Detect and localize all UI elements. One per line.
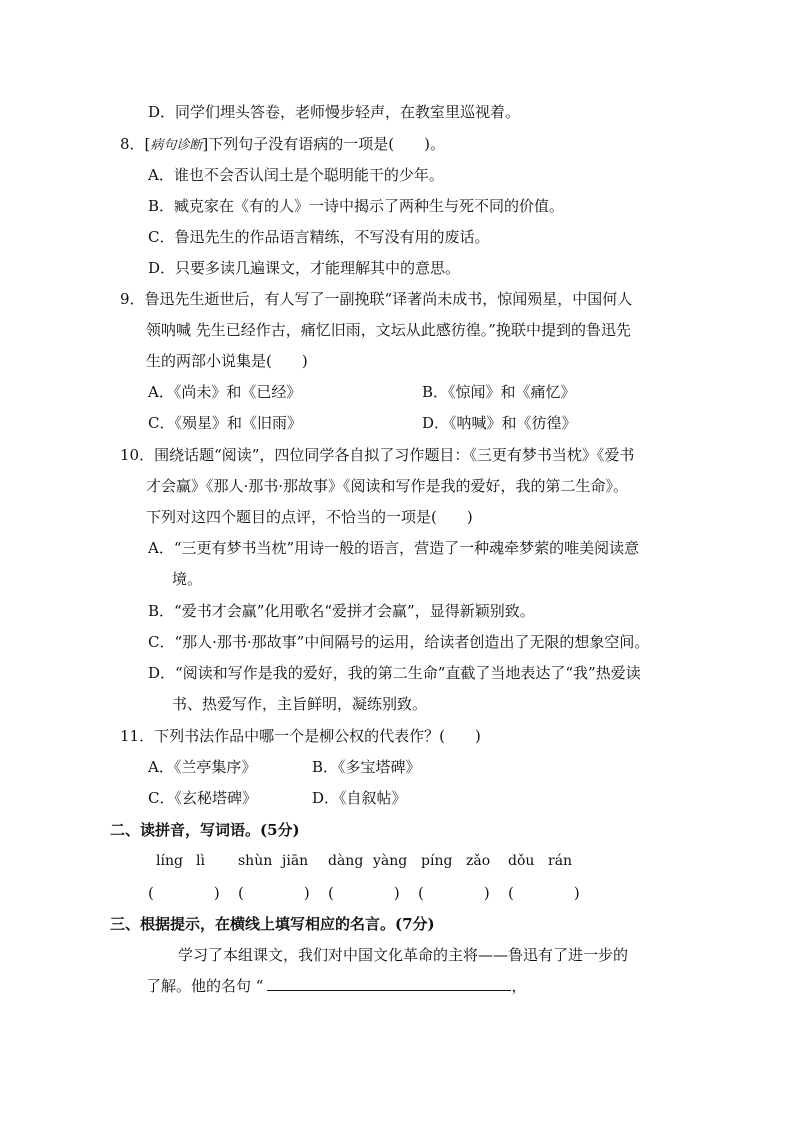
q8-stem-text: ]下列句子没有语病的一项是( )。	[202, 135, 445, 153]
quote-blank[interactable]	[267, 976, 511, 991]
q9-option-b: B．《惊闻》和《痛忆》	[422, 383, 576, 401]
quote-suffix: ，	[511, 977, 527, 995]
q10-stem-line1: 10．围绕话题“阅读”，四位同学各自拟了习作题目：《三更有梦书当枕》《爱书	[120, 446, 635, 464]
q10-option-d-line1: D．“阅读和写作是我的爱好，我的第二生命”直截了当地表达了“我”热爱读	[148, 664, 641, 682]
section-3-text-line2	[146, 976, 526, 996]
q9-stem-line2: 领呐喊 先生已经作古，痛忆旧雨，文坛从此感彷徨。”挽联中提到的鲁迅先	[146, 321, 631, 339]
q10-option-a-line2: 境。	[172, 570, 203, 588]
q10-stem-line3: 下列对这四个题目的点评，不恰当的一项是( )	[146, 508, 473, 526]
q8-number: 8．[	[120, 135, 151, 153]
q10-option-a-line1: A．“三更有梦书当枕”用诗一般的语言，营造了一种魂牵梦萦的唯美阅读意	[148, 539, 640, 557]
q8-tag: 病句诊断	[150, 138, 203, 153]
q9-stem-line3: 生的两部小说集是( )	[146, 352, 308, 370]
pinyin-2: lì	[196, 853, 205, 869]
q8-stem	[120, 134, 445, 156]
q11-option-c: C．《玄秘塔碑》	[148, 789, 257, 807]
pinyin-8: zǎo	[466, 853, 491, 869]
pinyin-1: líng	[156, 853, 183, 869]
q8-option-d: D．只要多读几遍课文，才能理解其中的意思。	[148, 259, 461, 277]
pinyin-6: yàng	[373, 853, 408, 869]
pinyin-7: píng	[421, 853, 453, 869]
pinyin-10: rán	[548, 853, 573, 869]
q9-option-a: A．《尚未》和《已经》	[148, 383, 302, 401]
pinyin-4: jiān	[282, 853, 309, 869]
q11-stem: 11．下列书法作品中哪一个是柳公权的代表作？( )	[120, 727, 481, 745]
section-2-heading: 二、读拼音，写词语。(5分)	[110, 821, 300, 839]
q8-option-b: B．臧克家在《有的人》一诗中揭示了两种生与死不同的价值。	[148, 197, 565, 215]
q11-option-b: B．《多宝塔碑》	[312, 758, 421, 776]
pinyin-5: dàng	[328, 853, 364, 869]
q7-option-d: D．同学们埋头答卷，老师慢步轻声，在教室里巡视着。	[148, 103, 521, 121]
q9-stem-line1: 9．鲁迅先生逝世后，有人写了一副挽联“译著尚未成书，惊闻殒星，中国何人	[120, 290, 633, 308]
q11-option-a: A．《兰亭集序》	[148, 758, 257, 776]
q10-stem-line2: 才会赢》《那人·那书·那故事》《阅读和写作是我的爱好，我的第二生命》。	[146, 477, 629, 495]
answer-box-1[interactable]: ( )	[148, 884, 220, 902]
q11-option-d: D．《自叙帖》	[312, 789, 407, 807]
answer-box-5[interactable]: ( )	[508, 884, 580, 902]
q10-option-c: C．“那人·那书·那故事”中间隔号的运用，给读者创造出了无限的想象空间。	[148, 633, 650, 651]
q9-option-d: D．《呐喊》和《彷徨》	[422, 414, 577, 432]
quote-prefix: 了解。他的名句 “	[146, 977, 264, 995]
section-3-text-line1: 学习了本组课文，我们对中国文化革命的主将——鲁迅有了进一步的	[178, 946, 629, 964]
q8-option-c: C．鲁迅先生的作品语言精练，不写没有用的废话。	[148, 228, 490, 246]
pinyin-9: dǒu	[508, 853, 535, 869]
pinyin-3: shùn	[238, 853, 273, 869]
q8-option-a: A．谁也不会否认闰土是个聪明能干的少年。	[148, 166, 444, 184]
answer-box-3[interactable]: ( )	[328, 884, 400, 902]
q10-option-d-line2: 书、热爱写作，主旨鲜明，凝练别致。	[172, 695, 428, 713]
answer-box-2[interactable]: ( )	[238, 884, 310, 902]
q9-option-c: C．《殒星》和《旧雨》	[148, 414, 302, 432]
q10-option-b: B．“爱书才会赢”化用歌名“爱拼才会赢”，显得新颖别致。	[148, 602, 535, 620]
section-3-heading: 三、根据提示，在横线上填写相应的名言。(7分)	[110, 915, 435, 933]
answer-box-4[interactable]: ( )	[418, 884, 490, 902]
